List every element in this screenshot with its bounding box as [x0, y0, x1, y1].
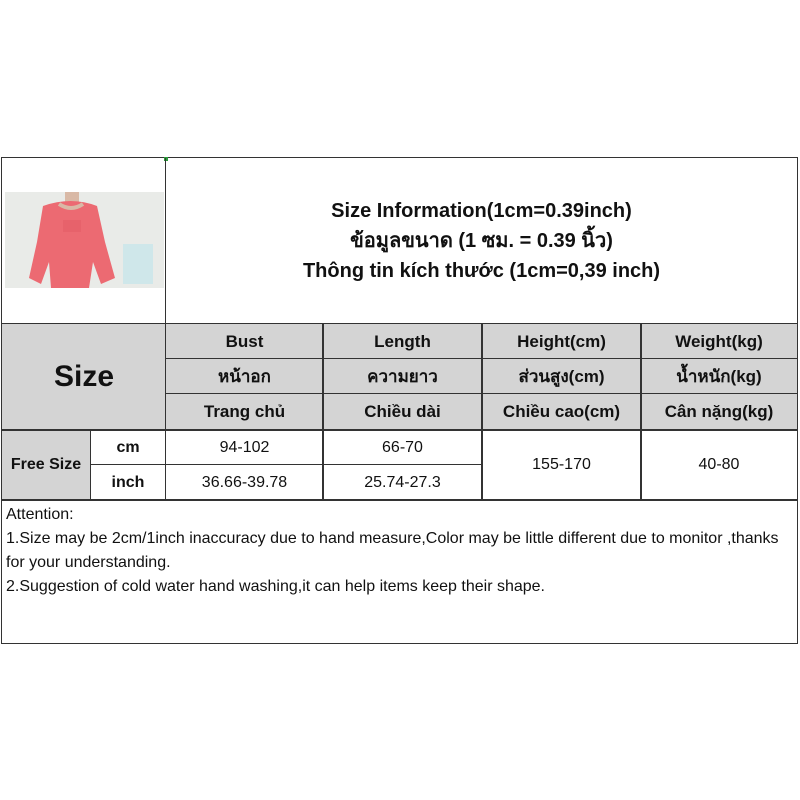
- weight-header-en: Weight(kg): [641, 324, 797, 359]
- garment-illustration: [5, 192, 164, 288]
- grid-line: [90, 464, 482, 465]
- grid-line: [2, 323, 166, 324]
- grid-line: [481, 324, 483, 500]
- weight-header-th: น้ำหนัก(kg): [641, 359, 797, 394]
- title-thai: ข้อมูลขนาด (1 ซม. = 0.39 นิ้ว): [350, 230, 613, 252]
- attention-note-1: 1.Size may be 2cm/1inch inaccuracy due to hand measure,Color may be little different due to monitor ,thanks for your understanding.: [6, 530, 784, 571]
- length-cm-value: 66-70: [382, 438, 423, 456]
- size-heading: Size: [2, 324, 166, 430]
- height-value: 155-170: [532, 456, 591, 473]
- grid-line: [2, 429, 797, 431]
- attention-heading: Attention:: [6, 506, 74, 523]
- grid-line: [165, 158, 166, 500]
- bust-header-vi: Trang chủ: [166, 394, 323, 430]
- length-inch-value: 25.74-27.3: [364, 473, 441, 491]
- grid-line: [322, 324, 324, 500]
- title-vietnamese: Thông tin kích thước (1cm=0,39 inch): [302, 260, 661, 282]
- size-chart: [1, 157, 798, 644]
- unit-inch-label: inch: [111, 473, 145, 491]
- grid-line: [640, 324, 642, 500]
- bust-header-en: Bust: [166, 324, 323, 359]
- bust-header-th: หน้าอก: [166, 359, 323, 394]
- attention-note-2: 2.Suggestion of cold water hand washing,it can help items keep their shape.: [6, 578, 545, 595]
- weight-value: 40-80: [698, 456, 740, 473]
- weight-header-vi: Cân nặng(kg): [641, 394, 797, 430]
- height-header-vi: Chiều cao(cm): [482, 394, 641, 430]
- length-header-th: ความยาว: [323, 359, 482, 394]
- grid-line: [2, 499, 797, 501]
- height-header-en: Height(cm): [482, 324, 641, 359]
- length-header-en: Length: [323, 324, 482, 359]
- unit-cm-label: cm: [116, 438, 140, 456]
- title-english: Size Information(1cm=0.39inch): [331, 200, 632, 222]
- free-size-label: Free Size: [2, 430, 90, 500]
- product-photo: [5, 192, 164, 288]
- bust-inch-value: 36.66-39.78: [201, 473, 288, 491]
- attention-notes: [6, 503, 786, 599]
- bust-cm-value: 94-102: [219, 438, 270, 456]
- height-header-th: ส่วนสูง(cm): [482, 359, 641, 394]
- length-header-vi: Chiều dài: [323, 394, 482, 430]
- size-information-title: [166, 158, 797, 324]
- grid-line: [90, 430, 91, 500]
